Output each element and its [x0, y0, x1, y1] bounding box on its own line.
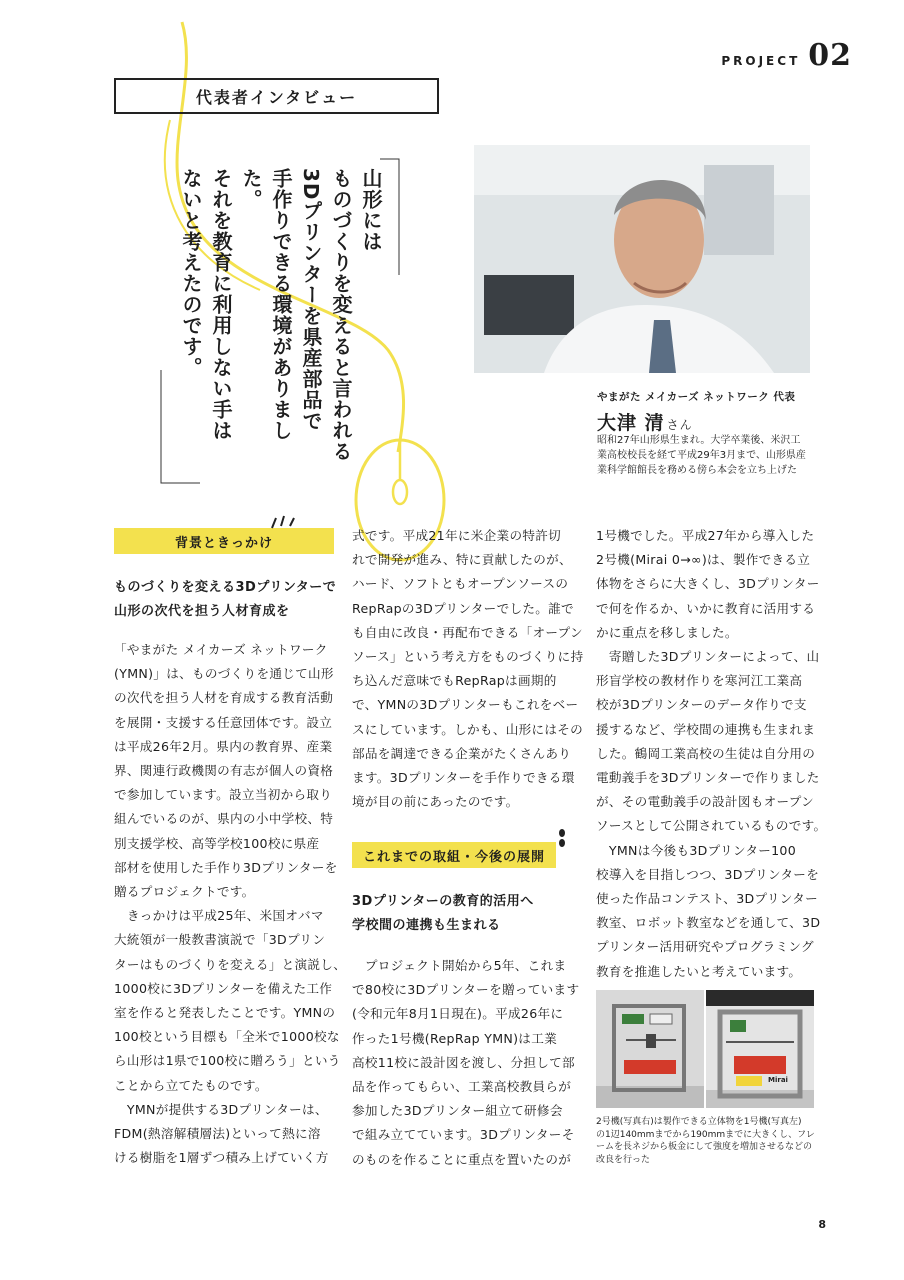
body-column-2-bottom — [352, 954, 579, 1172]
quote-line: ものづくりを変えると言われる — [329, 168, 353, 462]
dash-accent-icon — [268, 512, 298, 532]
quote-line: それを教育に利用しない手は — [209, 168, 233, 441]
pull-quote — [176, 168, 386, 468]
text-line: 大統領が一般教書演説で「3Dプリン — [114, 932, 326, 948]
bio-line: 業高校校長を経て平成29年3月まで、山形県産 — [597, 450, 806, 461]
text-line: 部材を使用した手作り3Dプリンターを — [114, 859, 338, 875]
text-line: 電動義手を3Dプリンターで作りました — [596, 770, 820, 786]
subhead-line: ものづくりを変える3Dプリンターで — [114, 580, 337, 595]
text-line: れで開発が進み、特に貢献したのが、 — [352, 552, 572, 568]
text-line: を展開・支援する任意団体です。設立 — [114, 714, 333, 730]
text-line: 界、関連行政機関の有志が個人の資格 — [114, 763, 334, 779]
text-line: で80校に3Dプリンターを贈っています — [352, 982, 580, 998]
text-line: で参加しています。設立当初から取り — [114, 787, 333, 803]
text-line: 室を作ると発表したことです。YMNの — [114, 1005, 336, 1021]
text-line: 教室、ロボット教室などを通して、3D — [596, 915, 821, 931]
body-column-1 — [114, 638, 346, 1170]
text-line: 使った作品コンテスト、3Dプリンター — [596, 891, 818, 907]
printer-photo-right — [706, 990, 814, 1108]
text-line: のものを作ることに重点を置いたのが — [352, 1151, 572, 1167]
subhead-background — [114, 576, 336, 624]
text-line: 高校11校に設計図を渡し、分担して部 — [352, 1054, 575, 1070]
text-line: 品を作ってもらい、工業高校教員らが — [352, 1079, 572, 1095]
quote-line: 山形には — [359, 168, 383, 252]
text-line: スにしています。しかも、山形にはその — [352, 721, 584, 737]
profile-org: やまがた メイカーズ ネットワーク 代表 — [597, 391, 796, 403]
text-line: ら山形は1県で100校に贈ろう」という — [114, 1053, 341, 1069]
text-line: きっかけは平成25年、米国オバマ — [114, 908, 324, 924]
quote-line: 手作りできる環境がありました。 — [239, 168, 293, 441]
text-line: 贈るプロジェクトです。 — [114, 884, 255, 900]
text-line: 境が目の前にあったのです。 — [352, 794, 519, 810]
text-line: 100校という目標も「全米で1000校な — [114, 1029, 340, 1045]
text-line: ち込んだ意味でもRepRapは画期的 — [352, 673, 557, 689]
quote-line: ないと考えたのです。 — [179, 168, 203, 378]
photo-caption — [596, 1116, 816, 1166]
text-line: 組んでいるのが、県内の小中学校、特 — [114, 811, 334, 827]
subhead-line: 3Dプリンターの教育的活用へ — [352, 894, 534, 909]
subhead-future — [352, 890, 534, 938]
text-line: 1号機でした。平成27年から導入した — [596, 528, 815, 543]
text-line: 形盲学校の教材作りを寒河江工業高 — [596, 673, 803, 689]
text-line: 部品を調達できる企業がたくさんあり — [352, 745, 572, 761]
project-number: 02 — [808, 38, 852, 73]
text-line: 1000校に3Dプリンターを備えた工作 — [114, 980, 333, 996]
bio-line: 業科学館館長を務める傍ら本会を立ち上げた — [597, 465, 797, 476]
section-tag-future: これまでの取組・今後の展開 — [352, 842, 556, 868]
text-line: 体物をさらに大きくし、3Dプリンター — [596, 576, 820, 592]
text-line: 校導入を目指しつつ、3Dプリンターを — [596, 866, 820, 882]
quote-line: 3Dプリンターを県産部品で — [299, 168, 323, 432]
text-line: の次代を担う人材を育成する教育活動 — [114, 690, 334, 706]
subhead-line: 学校間の連携も生まれる — [352, 918, 501, 933]
text-line: が、その電動義手の設計図もオープン — [596, 794, 815, 810]
text-line: は平成26年2月。県内の教育界、産業 — [114, 738, 333, 754]
caption-line: 2号機(写真右)は製作できる立体物を1号機(写真左) — [596, 1117, 802, 1127]
text-line: 寄贈した3Dプリンターによって、山 — [596, 649, 820, 665]
text-line: 援するなど、学校間の連携も生まれま — [596, 721, 816, 737]
text-line: ターはものづくりを変える」と演説し、 — [114, 956, 347, 972]
section-tag-background: 背景ときっかけ — [114, 528, 334, 554]
bio-line: 昭和27年山形県生まれ。大学卒業後、米沢工 — [597, 435, 801, 446]
text-line: 「やまがた メイカーズ ネットワーク — [114, 642, 328, 657]
body-column-2-top — [352, 524, 583, 814]
caption-line: 改良を行った — [596, 1154, 651, 1165]
text-line: 別支援学校、高等学校100校に県産 — [114, 835, 320, 851]
body-column-3 — [596, 524, 826, 984]
person-name: 大津 清 — [597, 412, 665, 434]
text-line: ソース」という考え方をものづくりに持 — [352, 649, 584, 665]
caption-line: ームを長ネジから板金にして強度を増加させるなどの — [596, 1142, 813, 1152]
text-line: ける樹脂を1層ずつ積み上げていく方 — [114, 1150, 329, 1166]
text-line: FDM(熱溶解積層法)といって熱に溶 — [114, 1126, 321, 1142]
text-line: 参加した3Dプリンター組立て研修会 — [352, 1103, 563, 1119]
text-line: ます。3Dプリンターを手作りできる環 — [352, 770, 575, 786]
text-line: ことから立てたものです。 — [114, 1077, 268, 1093]
section-heading: 代表者インタビュー — [114, 78, 439, 114]
text-line: 作った1号機(RepRap YMN)は工業 — [352, 1030, 557, 1046]
text-line: で何を作るか、いかに教育に活用する — [596, 600, 816, 616]
text-line: した。鶴岡工業高校の生徒は自分用の — [596, 745, 816, 761]
text-line: 校が3Dプリンターのデータ作りで支 — [596, 697, 807, 713]
page-number: 8 — [818, 1218, 826, 1231]
subhead-line: 山形の次代を担う人材育成を — [114, 604, 290, 619]
text-line: プリンター活用研究やプログラミング — [596, 939, 814, 955]
project-tag — [721, 38, 852, 73]
text-line: かに重点を移しました。 — [596, 624, 738, 640]
text-line: も自由に改良・再配布できる「オープン — [352, 624, 583, 640]
text-line: プロジェクト開始から5年、これま — [352, 958, 567, 973]
text-line: RepRapの3Dプリンターでした。誰で — [352, 600, 574, 616]
text-line: で、YMNの3Dプリンターもこれをベー — [352, 697, 579, 713]
caption-line: の1辺140mmまでから190mmまでに大きくし、フレ — [596, 1129, 815, 1140]
honorific: さん — [666, 418, 693, 432]
text-line: 教育を推進したいと考えています。 — [596, 963, 802, 979]
profile-name — [597, 408, 693, 435]
text-line: YMNは今後も3Dプリンター100 — [596, 842, 797, 858]
portrait-photo — [474, 145, 810, 373]
project-label: PROJECT — [721, 54, 801, 68]
profile-bio — [597, 433, 812, 478]
text-line: 式です。平成21年に米企業の特許切 — [352, 528, 562, 543]
footprint-icon — [554, 826, 574, 850]
text-line: 2号機(Mirai 0→∞)は、製作できる立 — [596, 552, 811, 568]
text-line: (令和元年8月1日現在)。平成26年に — [352, 1006, 564, 1022]
printer-photo-left — [596, 990, 704, 1108]
text-line: YMNが提供する3Dプリンターは、 — [114, 1101, 328, 1117]
text-line: ソースとして公開されているものです。 — [596, 818, 827, 834]
printer-label: Mirai — [768, 1076, 788, 1084]
text-line: で組み立てています。3Dプリンターそ — [352, 1127, 575, 1143]
text-line: (YMN)」は、ものづくりを通じて山形 — [114, 666, 334, 682]
text-line: ハード、ソフトともオープンソースの — [352, 576, 569, 592]
